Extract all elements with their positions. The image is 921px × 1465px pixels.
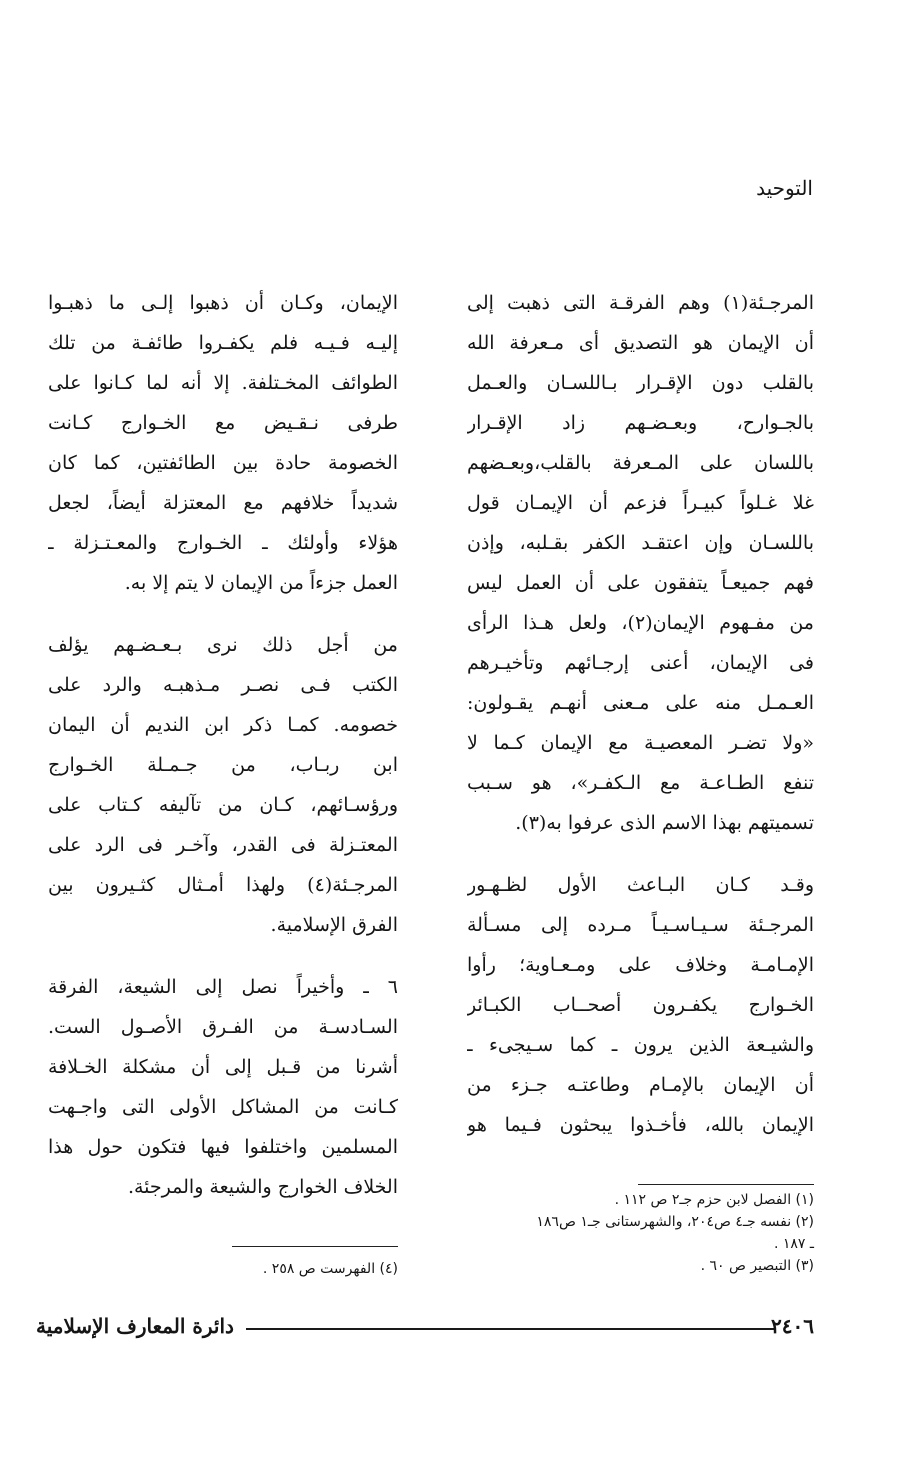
footnote: ـ ١٨٧ .	[773, 1236, 814, 1252]
text-line: باللسـان وإن اعتقـد الكفر بقـلبه، وإذن	[467, 532, 814, 554]
footnote-divider	[638, 1184, 814, 1185]
paragraph	[48, 967, 398, 1207]
text-line: من مفـهوم الإيمان(٢)، ولعل هـذا الرأى	[467, 612, 814, 634]
text-line: «ولا تضـر المعصيـة مع الإيمان كـما لا	[467, 732, 814, 754]
text-line: الإمـامـة وخلاف على ومـعـاوية؛ رأوا	[467, 954, 814, 976]
text-line: أن الإيمان بالإمـام وطاعتـه جـزء من	[467, 1074, 814, 1096]
paragraph	[48, 283, 398, 603]
text-line: وقـد كـان البـاعث الأول لظـهـور	[467, 874, 814, 896]
text-line: المرجـئة(١) وهم الفرقـة التى ذهبت إلى	[467, 292, 814, 314]
text-line: العـمـل منه على مـعنى أنهـم يقـولون:	[467, 692, 814, 714]
text-line: تسميتهم بهذا الاسم الذى عرفوا به(٣).	[515, 812, 814, 834]
paragraph	[467, 283, 814, 843]
text-line: أشرنا من قـبل إلى أن مشكلة الخـلافة	[48, 1056, 398, 1078]
text-line: من أجل ذلك نرى بـعـضـهم يؤلف	[48, 634, 398, 656]
text-line: الإيمان بالله، فأخـذوا يبحثون فـيما هو	[467, 1114, 814, 1136]
text-line: بالجـوارح، وبعـضـهم زاد الإقـرار	[467, 412, 814, 434]
footnote: (٣) التبصير ص ٦٠ .	[700, 1258, 814, 1274]
text-line: إليـه فـيـه فلم يكفـروا طائفـة من تلك	[48, 332, 398, 354]
text-line: الخصومة حادة بين الطائفتين، كما كان	[48, 452, 398, 474]
text-line: الخـوارج يكفـرون أصحــاب الكبـائر	[467, 994, 814, 1016]
text-line: الكتب فـى نصـر مـذهبـه والرد على	[48, 674, 398, 696]
text-line: المعتـزلة فى القدر، وآخـر فى الرد على	[48, 834, 398, 856]
text-line: الخلاف الخوارج والشيعة والمرجئة.	[127, 1176, 398, 1198]
page-footer	[36, 1314, 814, 1344]
footnotes-right	[452, 1189, 814, 1277]
page-number: ٢٤٠٦	[771, 1314, 814, 1338]
text-line: تنفع الطـاعـة مع الـكفـر»، هو سـبب	[467, 772, 814, 794]
text-line: أن الإيمان هو التصديق أى مـعرفة الله	[467, 332, 814, 354]
footnotes-left	[200, 1258, 398, 1280]
text-line: المرجـئة(٤) ولهذا أمـثال كثـيرون بين	[48, 874, 398, 896]
text-line: العمل جزءاً من الإيمان لا يتم إلا به.	[124, 572, 398, 594]
text-line: طرفى نـقـيض مع الخـوارج كـانت	[48, 412, 398, 434]
footer-rule	[246, 1328, 774, 1330]
footnote: (١) الفصل لابن حزم جـ٢ ص ١١٢ .	[614, 1192, 814, 1208]
left-column	[48, 283, 398, 1207]
text-line: باللسان على المـعرفة بالقلب،وبعـضهم	[467, 452, 814, 474]
text-line: ورؤسـائهم، كـان من تآليفه كـتاب على	[48, 794, 398, 816]
text-line: ٦ ـ وأخيراً نصل إلى الشيعة، الفرقة	[48, 976, 398, 998]
paragraph	[48, 625, 398, 945]
text-line: شديداً خلافهم مع المعتزلة أيضاً، لجعل	[48, 492, 398, 514]
text-line: السـادسـة من الفـرق الأصـول الست.	[48, 1016, 398, 1038]
text-line: فى الإيمان، أعنى إرجـائهم وتأخيـرهم	[467, 652, 814, 674]
footnote: (٤) الفهرست ص ٢٥٨ .	[262, 1261, 398, 1277]
text-line: كـانت من المشاكل الأولى التى واجـهت	[48, 1096, 398, 1118]
text-line: بالقلب دون الإقـرار بـاللسـان والعـمل	[467, 372, 814, 394]
text-line: الإيمان، وكـان أن ذهبوا إلـى ما ذهبـوا	[48, 292, 398, 314]
publication-title: دائرة المعارف الإسلامية	[36, 1314, 234, 1338]
footnote: (٢) نفسه جـ٤ ص٢٠٤، والشهرستانى جـ١ ص١٨٦	[536, 1214, 814, 1230]
text-line: والشيـعة الذين يرون ـ كما سـيجىء ـ	[467, 1034, 814, 1056]
text-line: المسلمين واختلفوا فيها فتكون حول هذا	[48, 1136, 398, 1158]
text-line: هؤلاء وأولئك ـ الخـوارج والمعـتـزلة ـ	[48, 532, 398, 554]
text-line: المرجـئة سـيـاسـيـاً مـرده إلى مسـألة	[467, 914, 814, 936]
text-line: خصومه. كمـا ذكر ابن النديم أن اليمان	[48, 714, 398, 736]
text-line: الطوائف المخـتلفة. إلا أنه لما كـانوا على	[48, 372, 398, 394]
right-column	[467, 283, 814, 1145]
text-line: فهم جميعـاً يتفقون على أن العمل ليس	[467, 572, 814, 594]
paragraph	[467, 865, 814, 1145]
text-line: غلا غـلواً كبيـراً فزعم أن الإيمـان قول	[467, 492, 814, 514]
text-line: ابن ربـاب، من جـمـلة الخـوارج	[48, 754, 398, 776]
footnote-divider	[232, 1246, 398, 1247]
text-line: الفرق الإسلامية.	[270, 914, 398, 936]
running-head: التوحيد	[756, 176, 813, 200]
